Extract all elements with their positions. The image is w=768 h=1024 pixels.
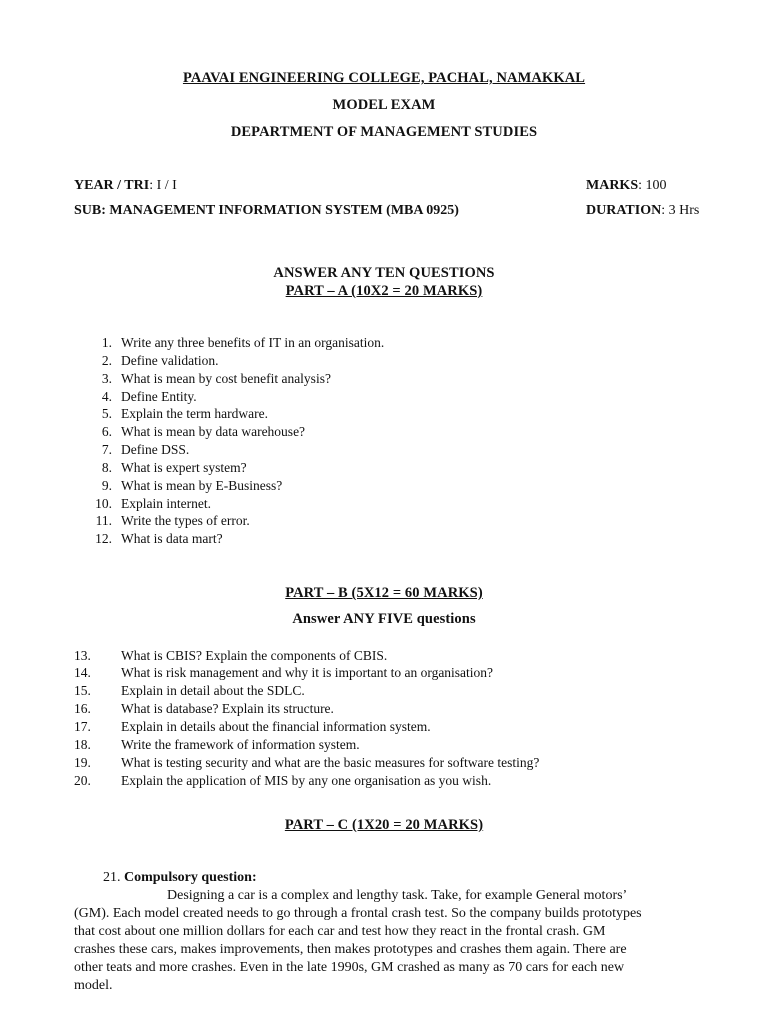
year-tri-field: [74, 178, 177, 194]
case-passage: [74, 887, 704, 994]
list-item: 9. What is mean by E-Business?: [101, 478, 283, 493]
college-name: PAAVAI ENGINEERING COLLEGE, PACHAL, NAMAKKAL: [182, 70, 586, 86]
question-number: 21.: [103, 870, 121, 885]
list-item: 2. Define validation.: [101, 353, 219, 368]
list-item: 7. Define DSS.: [101, 442, 190, 457]
passage-line: other teats and more crashes. Even in the late 1990s, GM crashed as many as 70 cars for each new: [74, 959, 625, 975]
subject-label: SUB: [74, 203, 102, 218]
marks-value: : 100: [638, 178, 667, 193]
year-tri-label: YEAR / TRI: [74, 178, 150, 193]
list-item: 10. Explain internet.: [95, 496, 211, 511]
marks-label: MARKS: [586, 178, 639, 193]
passage-line: that cost about one million dollars for each car and test how they react in the frontal crash. GM: [74, 923, 606, 939]
list-item: 17. Explain in details about the financial information system.: [74, 719, 431, 734]
list-item: 12. What is data mart?: [95, 531, 223, 546]
passage-line: (GM). Each model created needs to go through a frontal crash test. So the company builds prototypes: [74, 905, 642, 921]
list-item: 14. What is risk management and why it is important to an organisation?: [74, 665, 494, 680]
subject-field: [74, 203, 459, 219]
list-item: 8. What is expert system?: [101, 460, 247, 475]
list-item: 3. What is mean by cost benefit analysis?: [101, 371, 331, 386]
part-c-title: PART – C (1X20 = 20 MARKS): [284, 817, 484, 833]
list-item: 1. Write any three benefits of IT in an organisation.: [101, 335, 385, 350]
part-b-title: PART – B (5X12 = 60 MARKS): [285, 585, 483, 601]
passage-line: crashes these cars, makes improvements, then makes prototypes and crashes them again. There are: [74, 941, 627, 957]
part-a-title: PART – A (10X2 = 20 MARKS): [285, 283, 483, 299]
list-item: 13. What is CBIS? Explain the components of CBIS.: [74, 648, 388, 663]
list-item: 18. Write the framework of information system.: [74, 737, 360, 752]
year-tri-value: : I / I: [149, 178, 177, 193]
list-item: 4. Define Entity.: [101, 389, 197, 404]
list-item: 20. Explain the application of MIS by any one organisation as you wish.: [74, 773, 492, 788]
list-item: 15. Explain in detail about the SDLC.: [74, 683, 305, 698]
list-item: 16. What is database? Explain its structure.: [74, 701, 334, 716]
compulsory-question-heading: [103, 870, 257, 886]
part-b-instruction: Answer ANY FIVE questions: [292, 611, 476, 627]
passage-line: Designing a car is a complex and lengthy task. Take, for example General motors’: [167, 888, 628, 903]
department-name: DEPARTMENT OF MANAGEMENT STUDIES: [230, 124, 538, 140]
list-item: 5. Explain the term hardware.: [101, 406, 268, 421]
list-item: 19. What is testing security and what are the basic measures for software testing?: [74, 755, 540, 770]
exam-title: MODEL EXAM: [332, 97, 436, 113]
passage-line: model.: [74, 977, 113, 993]
list-item: 11. Write the types of error.: [95, 513, 250, 528]
duration-field: [586, 203, 699, 219]
duration-label: DURATION: [586, 203, 662, 218]
part-a-instruction: ANSWER ANY TEN QUESTIONS: [273, 265, 495, 281]
subject-value: : MANAGEMENT INFORMATION SYSTEM (MBA 0925): [101, 203, 459, 218]
list-item: 6. What is mean by data warehouse?: [101, 424, 306, 439]
compulsory-label: Compulsory question:: [124, 870, 257, 885]
marks-field: [586, 178, 667, 194]
duration-value: : 3 Hrs: [661, 203, 700, 218]
